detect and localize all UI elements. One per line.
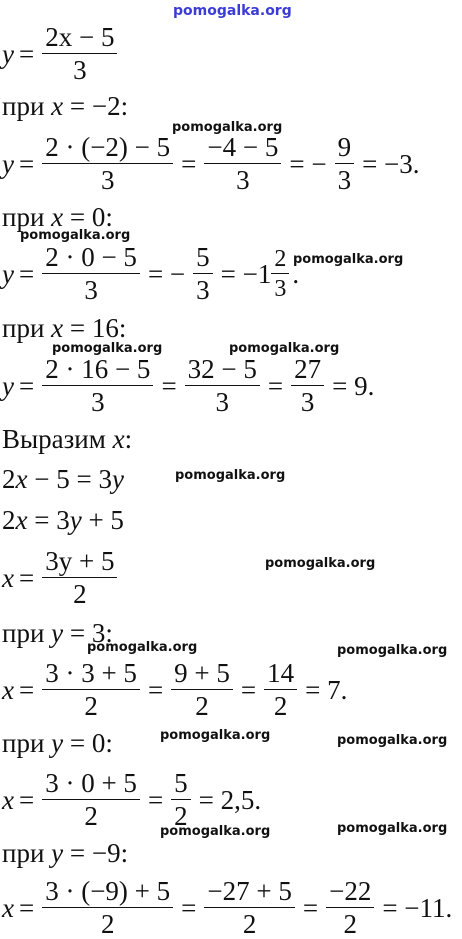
equals: = (18, 148, 35, 179)
numerator: 9 + 5 (174, 658, 230, 688)
numerator: −27 + 5 (207, 876, 292, 906)
equals-mixed: = −1 (220, 258, 272, 289)
var-y: y (51, 728, 64, 758)
result: = −11. (382, 892, 453, 923)
var-x: x (15, 505, 28, 535)
fraction (264, 660, 297, 720)
numerator: 2 (274, 246, 287, 272)
condition-y-0 (2, 730, 113, 757)
numerator: 14 (267, 658, 295, 688)
var-x: x (2, 674, 14, 705)
denominator: 3 (185, 385, 260, 416)
condition-value: = 0: (63, 728, 113, 758)
numerator: 5 (174, 768, 188, 798)
numerator: 27 (294, 354, 322, 384)
fraction (42, 356, 153, 416)
denominator: 3 (42, 163, 173, 194)
fraction (193, 244, 213, 304)
formula-x (2, 548, 120, 608)
equals: = (147, 674, 164, 705)
watermark: pomogalka.org (160, 728, 271, 743)
numerator: 3 · (−9) + 5 (45, 876, 171, 906)
denominator: 3 (204, 163, 281, 194)
var-y: y (2, 370, 14, 401)
var-y: y (2, 38, 14, 69)
numerator: 2 · (−2) − 5 (45, 132, 171, 162)
calc-x-neg2 (2, 134, 425, 194)
equals-minus: = − (147, 258, 186, 289)
numerator: 2 · 16 − 5 (45, 354, 151, 384)
numerator: 2x − 5 (45, 22, 115, 52)
period: . (292, 258, 300, 289)
fraction (171, 770, 191, 830)
calc-y-neg9 (2, 878, 457, 938)
denominator: 2 (42, 689, 140, 720)
fraction (326, 878, 374, 938)
condition-value: = −2: (63, 91, 129, 121)
equation-rest: = 3 (27, 505, 70, 535)
var-x: x (2, 784, 14, 815)
equals: = (181, 148, 197, 179)
watermark: pomogalka.org (52, 341, 163, 356)
result: = 9. (332, 370, 375, 401)
watermark: pomogalka.org (20, 228, 131, 243)
numerator: 9 (337, 132, 352, 162)
fraction (291, 356, 324, 416)
fraction (42, 548, 117, 608)
equals-minus: = − (289, 148, 327, 179)
coef: 2 (2, 464, 16, 494)
watermark: pomogalka.org (337, 733, 448, 748)
numerator: 3 · 3 + 5 (45, 658, 137, 688)
var-y: y (51, 838, 64, 868)
denominator: 3 (42, 53, 117, 84)
equals: = (147, 784, 164, 815)
result: = 7. (305, 674, 348, 705)
fraction (42, 244, 140, 304)
label-pri: при (2, 838, 52, 868)
label-pri: при (2, 91, 52, 121)
fraction (171, 660, 233, 720)
equals: = (240, 674, 257, 705)
fraction (42, 660, 140, 720)
watermark: pomogalka.org (337, 643, 448, 658)
equation-rest: − 5 = 3 (27, 464, 112, 494)
condition-x-16 (2, 315, 126, 342)
denominator: 2 (171, 689, 233, 720)
var-x: x (51, 91, 64, 121)
denominator: 2 (326, 907, 374, 938)
result: = 2,5. (198, 784, 262, 815)
watermark: pomogalka.org (175, 468, 286, 483)
denominator: 3 (42, 273, 140, 304)
watermark: pomogalka.org (160, 824, 271, 839)
var-x: x (112, 424, 125, 454)
equals: = (18, 892, 35, 923)
condition-x-neg2 (2, 93, 128, 120)
colon: : (124, 424, 133, 454)
fraction (271, 247, 289, 301)
equation-step-2 (2, 507, 124, 534)
fraction (42, 134, 173, 194)
label-pri: при (2, 202, 52, 232)
numerator: 3 · 0 + 5 (45, 768, 137, 798)
fraction (204, 878, 294, 938)
calc-x-16 (2, 356, 379, 416)
var-x: x (51, 313, 64, 343)
watermark-top[interactable]: pomogalka.org (173, 3, 292, 19)
calc-y-0 (2, 770, 266, 830)
watermark: pomogalka.org (265, 556, 376, 571)
equals: = (18, 784, 35, 815)
var-x: x (2, 892, 14, 923)
var-x: x (2, 562, 14, 593)
fraction (42, 24, 117, 84)
condition-y-3 (2, 620, 113, 647)
watermark: pomogalka.org (172, 120, 283, 135)
fraction (204, 134, 281, 194)
denominator: 2 (264, 689, 297, 720)
watermark: pomogalka.org (337, 821, 448, 836)
var-y: y (2, 148, 14, 179)
equals: = (267, 370, 284, 401)
condition-x-0 (2, 204, 113, 231)
numerator: 3y + 5 (45, 546, 115, 576)
calc-y-3 (2, 660, 352, 720)
var-y: y (2, 258, 14, 289)
denominator: 2 (171, 799, 191, 830)
numerator: 32 − 5 (187, 354, 257, 384)
equation-step-1 (2, 466, 124, 493)
denominator: 2 (204, 907, 294, 938)
express-x-heading (2, 426, 132, 453)
numerator: −4 − 5 (207, 132, 279, 162)
fraction (335, 134, 355, 194)
numerator: 2 · 0 − 5 (45, 242, 137, 272)
equals: = (302, 892, 319, 923)
denominator: 3 (271, 273, 289, 301)
equals: = (161, 370, 177, 401)
watermark: pomogalka.org (293, 252, 404, 267)
fraction (185, 356, 260, 416)
denominator: 3 (42, 385, 153, 416)
var-y: y (51, 618, 64, 648)
label-express: Выразим (2, 424, 113, 454)
equation-tail: + 5 (81, 505, 124, 535)
equals: = (18, 38, 35, 69)
var-x: x (51, 202, 64, 232)
coef: 2 (2, 505, 16, 535)
var-y: y (111, 464, 124, 494)
watermark: pomogalka.org (87, 640, 198, 655)
fraction (42, 878, 173, 938)
equals: = (181, 892, 197, 923)
watermark: pomogalka.org (229, 341, 340, 356)
condition-value: = 3: (63, 618, 113, 648)
condition-value: = 16: (63, 313, 127, 343)
equals: = (18, 258, 35, 289)
numerator: 5 (196, 242, 210, 272)
denominator: 2 (42, 577, 117, 608)
label-pri: при (2, 618, 52, 648)
denominator: 3 (335, 163, 355, 194)
label-pri: при (2, 728, 52, 758)
denominator: 2 (42, 799, 140, 830)
denominator: 3 (291, 385, 324, 416)
result: = −3. (362, 148, 420, 179)
denominator: 2 (42, 907, 173, 938)
calc-x-0 (2, 244, 299, 304)
var-x: x (15, 464, 28, 494)
condition-y-neg9 (2, 840, 128, 867)
fraction (42, 770, 140, 830)
equals: = (18, 370, 35, 401)
formula-y (2, 24, 120, 84)
equals: = (18, 674, 35, 705)
denominator: 3 (193, 273, 213, 304)
equals: = (18, 562, 35, 593)
condition-value: = 0: (63, 202, 113, 232)
condition-value: = −9: (63, 838, 129, 868)
numerator: −22 (329, 876, 372, 906)
label-pri: при (2, 313, 52, 343)
var-y: y (69, 505, 82, 535)
